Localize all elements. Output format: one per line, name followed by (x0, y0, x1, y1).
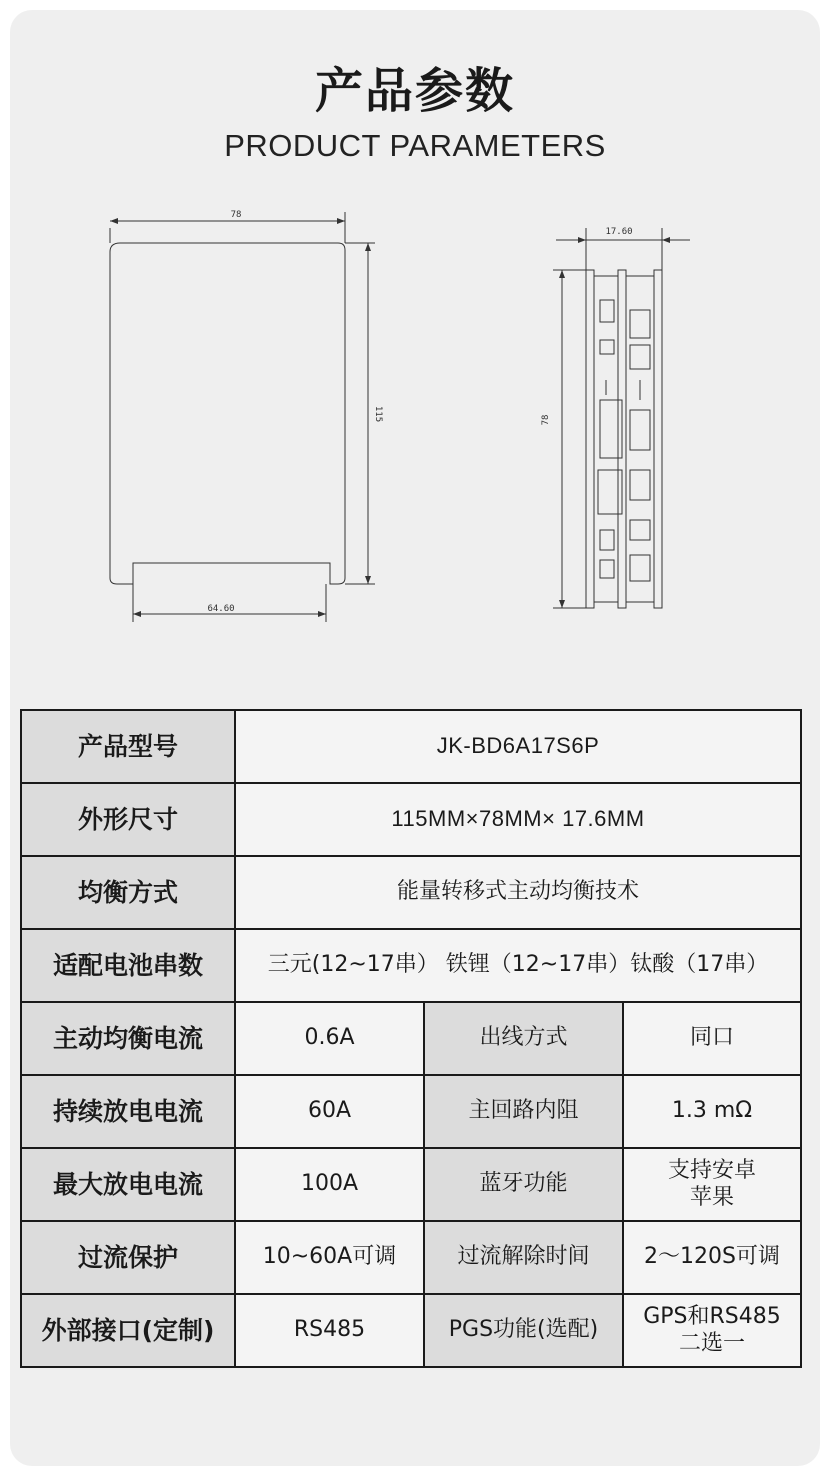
spec-label: 外形尺寸 (21, 783, 235, 856)
front-tab-label: 64.60 (207, 604, 235, 614)
spec-value: RS485 (235, 1294, 424, 1367)
spec-value: 三元(12~17串） 铁锂（12~17串）钛酸（17串） (235, 929, 801, 1002)
spec-value: 115MM×78MM× 17.6MM (235, 783, 801, 856)
spec-label: PGS功能(选配) (424, 1294, 623, 1367)
front-view (110, 212, 375, 622)
spec-label: 蓝牙功能 (424, 1148, 623, 1221)
spec-value-line: GPS和RS485 (643, 1304, 781, 1330)
spec-label: 适配电池串数 (21, 929, 235, 1002)
table-row (21, 1075, 801, 1148)
table-row (21, 1294, 801, 1367)
table-row (21, 856, 801, 929)
spec-label: 出线方式 (424, 1002, 623, 1075)
front-height-label: 115 (373, 405, 383, 423)
spec-value: JK-BD6A17S6P (235, 710, 801, 783)
spec-value: 60A (235, 1075, 424, 1148)
spec-label: 外部接口(定制) (21, 1294, 235, 1367)
side-height-label: 78 (541, 414, 551, 426)
side-thickness-label: 17.60 (605, 227, 633, 237)
spec-value: 0.6A (235, 1002, 424, 1075)
spec-label: 过流解除时间 (424, 1221, 623, 1294)
front-width-label: 78 (230, 210, 242, 220)
spec-label: 主回路内阻 (424, 1075, 623, 1148)
spec-label: 主动均衡电流 (21, 1002, 235, 1075)
table-row (21, 783, 801, 856)
side-view (553, 228, 690, 608)
spec-value: 同口 (623, 1002, 801, 1075)
spec-value: 1.3 mΩ (623, 1075, 801, 1148)
table-row (21, 1002, 801, 1075)
spec-value: 2～120S可调 (623, 1221, 801, 1294)
spec-value: 能量转移式主动均衡技术 (235, 856, 801, 929)
spec-value: 10~60A可调 (235, 1221, 424, 1294)
spec-label: 最大放电电流 (21, 1148, 235, 1221)
page-subtitle: PRODUCT PARAMETERS (224, 128, 606, 163)
spec-value-line: 支持安卓 (667, 1158, 756, 1184)
table-row (21, 1221, 801, 1294)
spec-label: 产品型号 (21, 710, 235, 783)
table-row (21, 710, 801, 783)
spec-value-line: 二选一 (678, 1330, 745, 1356)
spec-label: 持续放电电流 (21, 1075, 235, 1148)
spec-label: 过流保护 (21, 1221, 235, 1294)
table-row (21, 929, 801, 1002)
spec-value: 100A (235, 1148, 424, 1221)
spec-value (623, 1294, 801, 1367)
spec-value-line: 苹果 (689, 1184, 734, 1210)
page-title: 产品参数 (314, 63, 515, 119)
table-row (21, 1148, 801, 1221)
dimension-drawing (0, 195, 830, 635)
spec-label: 均衡方式 (21, 856, 235, 929)
spec-value (623, 1148, 801, 1221)
spec-table (20, 709, 802, 1368)
